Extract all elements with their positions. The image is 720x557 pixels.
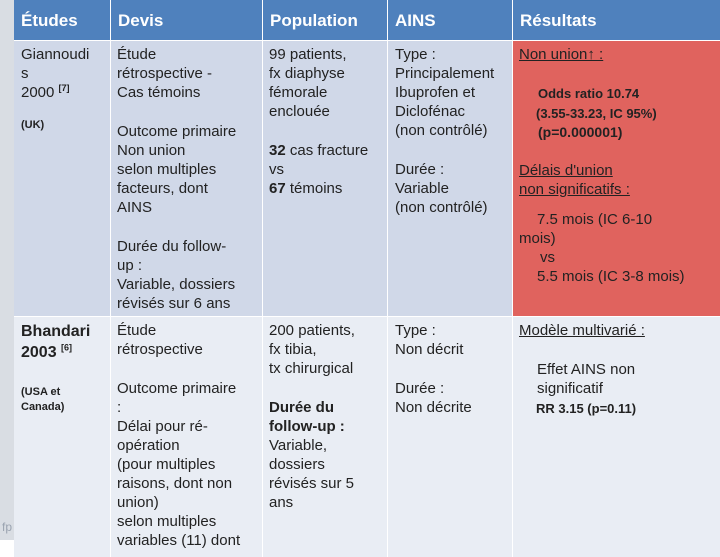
row1-duration-title2: up :: [117, 257, 143, 274]
row2-pop-line2: fx tibia,: [269, 341, 317, 358]
row1-devis-line1: Étude: [117, 46, 157, 63]
row2-ains-type-label: Type :: [395, 322, 436, 339]
row2-pop-line3: tx chirurgical: [269, 360, 354, 377]
row1-country: (UK): [21, 119, 45, 131]
row2-devis-line1: Étude: [117, 322, 157, 339]
row1-pop-vs: vs: [269, 161, 284, 178]
row2-outcome-line4: raisons, dont non: [117, 475, 233, 492]
header-ains: AINS: [388, 0, 512, 40]
row2-year: 2003: [21, 344, 57, 361]
row1-delay-vs: vs: [540, 249, 555, 266]
row2-outcome-line1: Délai pour ré-: [117, 418, 208, 435]
row1-ains-cell: [388, 41, 512, 316]
row1-year: 2000: [21, 84, 55, 101]
left-margin-bar: [0, 0, 14, 540]
row1-author-line2: s: [21, 65, 29, 82]
header-devis: Devis: [111, 0, 262, 40]
row1-pop-cases: [269, 141, 368, 160]
row1-author-line1: Giannoudi: [21, 46, 90, 63]
row1-pop-line4: enclouée: [269, 103, 330, 120]
row1-result-heading2-line2: non significatifs :: [519, 181, 630, 198]
header-population: Population: [263, 0, 387, 40]
footer-logo: fp: [2, 520, 13, 534]
row1-cases-text: cas fracture: [289, 142, 369, 159]
row2-outcome-line2: opération: [117, 437, 180, 454]
row2-country-line1: (USA et: [21, 386, 61, 398]
row1-duration-title1: Durée du follow-: [117, 238, 227, 255]
row1-devis-cell: [111, 41, 262, 316]
row1-ains-duration-line2: (non contrôlé): [395, 199, 488, 216]
row1-ains-type-line3: Diclofénac: [395, 103, 466, 120]
row2-country-line2: Canada): [21, 401, 65, 413]
row2-result-heading: Modèle multivarié :: [519, 322, 645, 339]
row1-duration-line2: révisés sur 6 ans: [117, 295, 231, 312]
row2-population-cell: [263, 317, 387, 557]
row2-ains-cell: [388, 317, 512, 557]
row1-devis-line3: Cas témoins: [117, 84, 201, 101]
row2-effect-line1: Effet AINS non: [537, 361, 636, 378]
row1-pop-line3: fémorale: [269, 84, 328, 101]
row2-duration-line2: dossiers: [269, 456, 325, 473]
row2-etude-cell: [14, 317, 110, 557]
row2-duration-title2: follow-up :: [269, 418, 345, 435]
row2-duration-line3: révisés sur 5: [269, 475, 355, 492]
row1-odds-p: (p=0.000001): [538, 124, 623, 140]
row2-pop-line1: 200 patients,: [269, 322, 355, 339]
row1-resultats-cell: [513, 41, 720, 316]
row2-outcome-line6: selon multiples: [117, 513, 217, 530]
row1-duration-line1: Variable, dossiers: [117, 276, 236, 293]
row1-ains-duration-line1: Variable: [395, 180, 449, 197]
row2-author: Bhandari: [21, 323, 91, 340]
row1-outcome-title: Outcome primaire: [117, 123, 237, 140]
row1-result-heading1: Non union↑ :: [519, 46, 604, 63]
row1-outcome-line1: Non union: [117, 142, 186, 159]
row1-delay-line1: 7.5 mois (IC 6-10: [537, 211, 653, 228]
row2-ains-duration-label: Durée :: [395, 380, 445, 397]
row2-devis-cell: [111, 317, 262, 557]
row2-outcome-line7: variables (11) dont: [117, 532, 241, 549]
row1-controls-text: témoins: [289, 180, 343, 197]
row1-delay-line4: 5.5 mois (IC 3-8 mois): [537, 268, 685, 285]
row2-year-line: [21, 343, 72, 362]
row1-delay-line2: mois): [519, 230, 556, 247]
row1-cases-number: 32: [269, 142, 286, 159]
row2-ains-type-value: Non décrit: [395, 341, 464, 358]
row1-pop-controls: [269, 179, 342, 198]
row1-outcome-line4: AINS: [117, 199, 153, 216]
row2-ref: [6]: [61, 342, 73, 353]
row1-year-line: [21, 83, 70, 102]
row1-outcome-line2: selon multiples: [117, 161, 217, 178]
row1-ains-type-line1: Principalement: [395, 65, 495, 82]
row1-etude-cell: [14, 41, 110, 316]
row2-outcome-title2: :: [117, 399, 122, 416]
row2-outcome-line3: (pour multiples: [117, 456, 216, 473]
row2-duration-line4: ans: [269, 494, 294, 511]
row2-effect-rr: RR 3.15 (p=0.11): [536, 401, 637, 416]
row1-ains-type-line2: Ibuprofen et: [395, 84, 476, 101]
row2-resultats-cell: [513, 317, 720, 557]
row1-pop-line2: fx diaphyse: [269, 65, 345, 82]
row1-odds-ci: (3.55-33.23, IC 95%): [536, 106, 657, 121]
row2-ains-duration-value: Non décrite: [395, 399, 472, 416]
row1-result-heading2-line1: Délais d'union: [519, 162, 613, 179]
row2-duration-title1: Durée du: [269, 399, 335, 416]
row1-controls-number: 67: [269, 180, 286, 197]
header-etudes: Études: [14, 0, 110, 40]
row2-outcome-line5: union): [117, 494, 159, 511]
header-resultats: Résultats: [513, 0, 720, 40]
row1-outcome-line3: facteurs, dont: [117, 180, 208, 197]
row2-duration-line1: Variable,: [269, 437, 328, 454]
row1-ains-duration-label: Durée :: [395, 161, 445, 178]
row1-ref: [7]: [58, 83, 70, 93]
row2-outcome-title1: Outcome primaire: [117, 380, 237, 397]
row1-ains-type-line4: (non contrôlé): [395, 122, 488, 139]
row1-ains-type-label: Type :: [395, 46, 436, 63]
row1-odds-ratio: Odds ratio 10.74: [538, 86, 640, 101]
row1-devis-line2: rétrospective -: [117, 65, 213, 82]
row2-effect-line2: significatif: [537, 380, 603, 397]
row2-devis-line2: rétrospective: [117, 341, 203, 358]
row1-pop-line1: 99 patients,: [269, 46, 347, 63]
row1-population-cell: [263, 41, 387, 316]
